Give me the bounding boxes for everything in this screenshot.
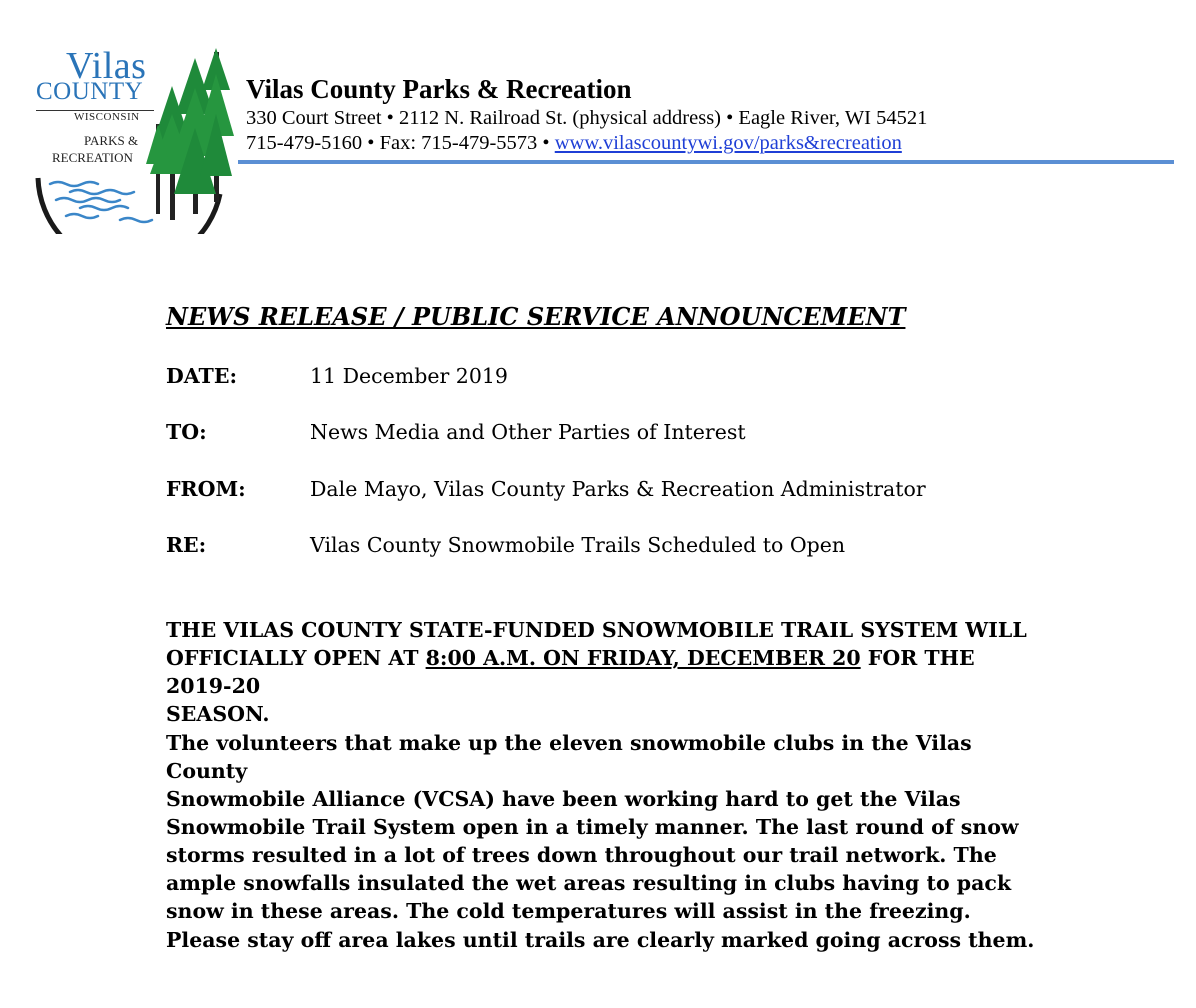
announcement-text-end: FOR THE 2019-20 SEASON. <box>166 646 975 726</box>
letterhead <box>246 72 927 156</box>
organization-name: Vilas County Parks & Recreation <box>246 74 632 104</box>
volunteers-paragraph: The volunteers that make up the eleven snowmobile clubs in the Vilas County Snowmobile Alliance (VCSA) have been working hard to get the Vilas Snowmobile Trail System open in a timely manner. The last round of snow storms resulted in a lot of trees down throughout our trail network. The ample snowfalls insulated the wet areas resulting in clubs having to pack snow in these areas. The cold temperatures will assist in the freezing. <box>166 731 1019 923</box>
logo-wisconsin-text: WISCONSIN <box>74 111 140 123</box>
memo-re-value: Vilas County Snowmobile Trails Scheduled to Open <box>310 533 846 557</box>
release-headline: NEWS RELEASE / PUBLIC SERVICE ANNOUNCEMENT <box>166 302 906 331</box>
logo-county-text: COUNTY <box>36 78 144 105</box>
memo-from-label: FROM: <box>166 477 246 501</box>
opening-announcement <box>166 616 1046 728</box>
website-link[interactable]: www.vilascountywi.gov/parks&recreation <box>554 132 902 154</box>
memo-re-label: RE: <box>166 533 207 557</box>
memo-date-label: DATE: <box>166 364 238 388</box>
logo-parks-text: PARKS & <box>84 133 139 148</box>
opening-date-time: 8:00 A.M. ON FRIDAY, DECEMBER 20 <box>425 646 861 670</box>
announcement-text-start: THE VILAS COUNTY STATE-FUNDED SNOWMOBILE TRAIL SYSTEM WILL OFFICIALLY OPEN AT <box>166 618 1027 670</box>
memo-to-value: News Media and Other Parties of Interest <box>310 420 746 444</box>
memo-date-value: 11 December 2019 <box>310 364 508 388</box>
memo-from-value: Dale Mayo, Vilas County Parks & Recreation Administrator <box>310 477 926 501</box>
letterhead-rule <box>238 160 1174 164</box>
phone-fax-text: 715-479-5160 • Fax: 715-479-5573 • <box>246 132 555 154</box>
organization-address: 330 Court Street • 2112 N. Railroad St. (physical address) • Eagle River, WI 54521 <box>246 107 928 129</box>
memo-to-label: TO: <box>166 420 207 444</box>
logo-recreation-text: RECREATION <box>52 150 133 165</box>
organization-contact <box>246 131 927 156</box>
lake-safety-paragraph: Please stay off area lakes until trails are clearly marked going across them. <box>166 928 1035 952</box>
logo-vilas-text: Vilas <box>66 45 147 87</box>
vilas-county-logo <box>30 44 242 234</box>
